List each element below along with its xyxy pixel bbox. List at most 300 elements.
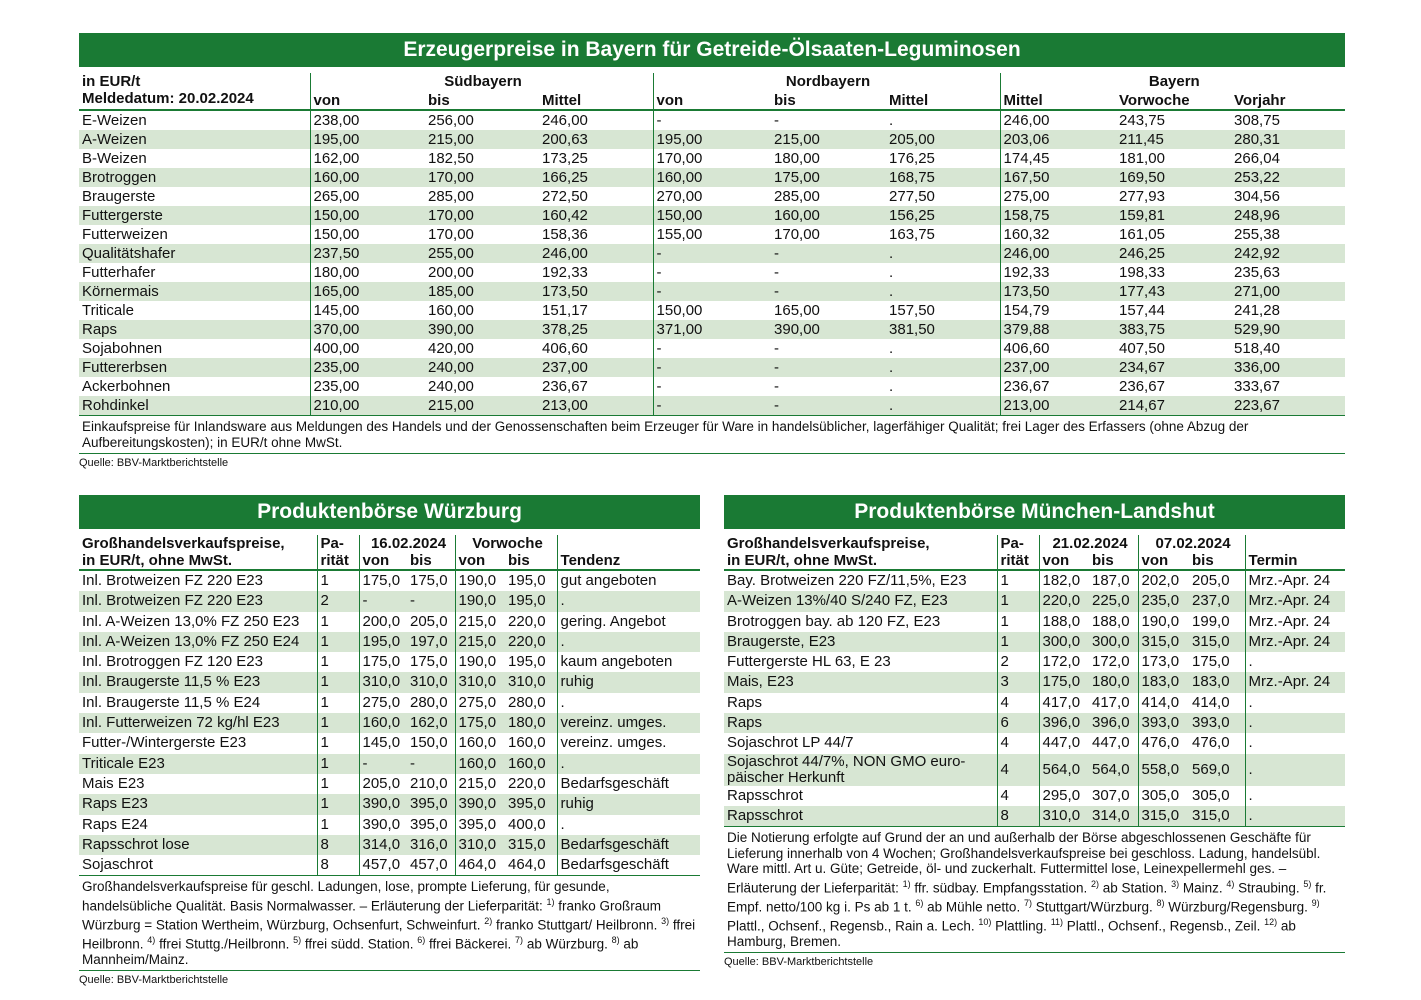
col-sued-von: von	[310, 90, 425, 110]
table-cell: 145,0	[359, 733, 407, 753]
table-cell: Ackerbohnen	[82, 378, 171, 395]
table-cell: 190,0	[455, 591, 505, 611]
table-cell: Triticale	[82, 302, 134, 319]
table-row	[724, 632, 1345, 652]
table-cell: .	[1245, 806, 1345, 826]
table-cell: 407,50	[1119, 340, 1165, 357]
table-row	[79, 774, 700, 794]
table-cell: 390,0	[455, 794, 505, 814]
table-cell: 170,00	[425, 168, 539, 187]
table-cell: 414,0	[1192, 693, 1230, 711]
table-cell: 170,00	[774, 226, 820, 243]
col-bayern-vorjahr: Vorjahr	[1231, 90, 1345, 110]
note-text: ffrei Stuttg./Heilbronn.	[155, 936, 294, 952]
table-cell: Mrz.-Apr. 24	[1245, 570, 1345, 591]
table-cell: 390,00	[425, 320, 539, 339]
table-cell: 195,0	[508, 572, 546, 589]
table-cell: 160,0	[359, 713, 407, 733]
table-cell: 379,88	[1000, 320, 1116, 339]
table-row	[79, 301, 1345, 320]
muenchen-table	[724, 535, 1345, 826]
table-cell: .	[889, 340, 894, 357]
table-cell: 195,00	[653, 130, 771, 149]
table-cell: 280,0	[410, 693, 448, 711]
table-cell: 160,32	[1000, 225, 1116, 244]
table-cell: .	[557, 754, 700, 774]
table-cell: Rohdinkel	[79, 396, 310, 415]
table-cell: 175,0	[359, 570, 407, 591]
table-cell: Mais E23	[82, 774, 145, 792]
table-cell: 305,0	[1192, 786, 1230, 804]
table-cell: 158,75	[1000, 206, 1116, 225]
table-cell: 215,00	[771, 130, 886, 149]
table-cell: 156,25	[886, 206, 1000, 225]
note-text: ffrei südd. Station.	[301, 936, 418, 952]
table-cell: 175,00	[771, 168, 886, 187]
table-cell: 163,75	[889, 226, 935, 243]
table-cell: 172,0	[1039, 652, 1089, 672]
table-cell: 169,50	[1116, 168, 1231, 187]
table-cell: 242,92	[1231, 244, 1345, 263]
table-row	[724, 786, 1345, 806]
table-cell: 457,0	[410, 856, 448, 874]
table-cell: 173,50	[539, 282, 653, 301]
muenchen-header-row-2	[724, 552, 1345, 570]
table-cell: 183,0	[1138, 672, 1189, 692]
table-cell: 172,0	[1092, 653, 1130, 671]
table-cell: .	[1245, 733, 1345, 753]
col-sued-mittel: Mittel	[539, 90, 653, 110]
table-cell: 215,0	[455, 632, 505, 652]
table-cell: 277,50	[889, 188, 935, 205]
note-text: Plattl., Ochsenf., Regensb., Zeil.	[1063, 918, 1265, 934]
table-row	[79, 282, 1345, 301]
table-cell: 381,50	[886, 320, 1000, 339]
footnote-marker: 8)	[611, 934, 620, 945]
table-cell: 1	[317, 794, 359, 814]
table-cell: 564,0	[1039, 754, 1089, 786]
note-text: Würzburg/Regensburg.	[1164, 899, 1312, 915]
bayern-panel	[79, 33, 1345, 469]
table-cell: 315,0	[1138, 806, 1189, 826]
wuerzburg-title: Produktenbörse Würzburg	[79, 495, 700, 529]
note-text: franko Stuttgart/ Heilbronn.	[492, 917, 662, 933]
table-cell: 8	[317, 855, 359, 875]
table-cell: 300,0	[1089, 632, 1138, 652]
table-cell: 195,00	[310, 130, 425, 149]
wuerzburg-note	[79, 875, 700, 971]
table-cell: 157,50	[889, 302, 935, 319]
table-cell: ruhig	[557, 672, 700, 692]
wuerzburg-col-von1: von	[359, 552, 407, 570]
table-cell: 170,00	[653, 149, 771, 168]
table-cell: -	[407, 754, 455, 774]
table-cell: 203,06	[1000, 130, 1116, 149]
table-cell: 1	[317, 672, 359, 692]
table-cell: 182,50	[428, 150, 474, 167]
table-cell: 205,00	[886, 130, 1000, 149]
table-cell: 155,00	[653, 225, 771, 244]
muenchen-date1: 21.02.2024	[1039, 535, 1138, 552]
table-cell: 180,00	[310, 263, 425, 282]
table-cell: E-Weizen	[82, 112, 147, 129]
table-row	[79, 713, 700, 733]
table-row	[79, 612, 700, 632]
wuerzburg-col-bis2: bis	[505, 552, 557, 570]
table-cell: 238,00	[310, 110, 425, 130]
table-cell: .	[1245, 786, 1345, 806]
wuerzburg-header-row-2	[79, 552, 700, 570]
table-cell: 4	[997, 693, 1039, 713]
table-cell: .	[886, 244, 1000, 263]
table-cell: .	[886, 396, 1000, 415]
table-cell: 237,00	[1000, 358, 1116, 377]
table-cell: 395,0	[410, 815, 448, 833]
table-row	[79, 591, 700, 611]
table-cell: -	[771, 396, 886, 415]
table-cell: 175,0	[1039, 672, 1089, 692]
table-cell: 414,0	[1138, 693, 1189, 713]
table-cell: 235,0	[1138, 591, 1189, 611]
table-cell: 310,0	[455, 835, 505, 855]
table-cell: .	[889, 112, 894, 129]
table-cell: 214,67	[1116, 396, 1231, 415]
table-cell: 173,0	[1138, 652, 1189, 672]
table-cell: Bedarfsgeschäft	[557, 835, 700, 855]
bayern-date-label: Meldedatum: 20.02.2024	[79, 90, 310, 110]
table-cell: 235,00	[310, 377, 425, 396]
table-cell: 476,0	[1192, 734, 1230, 752]
table-cell: 165,00	[774, 302, 820, 319]
table-row	[724, 672, 1345, 692]
table-cell: -	[359, 754, 407, 774]
table-cell: Braugerste, E23	[724, 632, 997, 652]
table-cell: 185,00	[425, 282, 539, 301]
table-cell: A-Weizen	[79, 130, 310, 149]
muenchen-title: Produktenbörse München-Landshut	[724, 495, 1345, 529]
table-cell: 150,0	[410, 734, 448, 752]
table-cell: 2	[317, 591, 359, 611]
table-cell: 213,00	[539, 396, 653, 415]
note-text: ffrei Heilbronn.	[82, 917, 696, 952]
table-cell: -	[653, 339, 771, 358]
table-cell: 223,67	[1231, 396, 1345, 415]
table-cell: 173,50	[1000, 282, 1116, 301]
table-cell: 215,00	[425, 396, 539, 415]
table-cell: 198,33	[1119, 264, 1165, 281]
table-cell: 447,0	[1092, 734, 1130, 752]
table-cell: Futtergerste	[79, 206, 310, 225]
table-cell: Brotroggen	[79, 168, 310, 187]
table-cell: 1	[997, 570, 1039, 591]
footnote-marker: 11)	[1050, 916, 1064, 927]
table-row	[724, 591, 1345, 611]
table-cell: 265,00	[310, 187, 425, 206]
table-cell: 1	[317, 632, 359, 652]
muenchen-hdr-line2: in EUR/t, ohne MwSt.	[724, 552, 997, 570]
table-cell: 237,0	[1189, 591, 1245, 611]
table-cell: 235,00	[310, 358, 425, 377]
footnote-marker: 9)	[1311, 897, 1320, 908]
table-cell: 215,0	[455, 774, 505, 794]
table-cell: .	[557, 693, 700, 713]
table-cell: 174,45	[1000, 149, 1116, 168]
table-cell: Sojaschrot LP 44/7	[727, 734, 854, 752]
table-cell: .	[557, 632, 700, 652]
group-nordbayern: Nordbayern	[653, 73, 1000, 90]
footnote-marker: 2)	[1090, 878, 1099, 889]
wuerzburg-table	[79, 535, 700, 875]
table-cell: 175,0	[455, 713, 505, 733]
table-cell: 160,00	[428, 302, 474, 319]
table-cell: vereinz. umges.	[557, 713, 700, 733]
table-cell: 464,0	[455, 855, 505, 875]
table-cell: Raps E24	[82, 815, 148, 833]
table-cell: -	[653, 282, 771, 301]
table-cell: 395,0	[407, 794, 455, 814]
table-cell: 241,28	[1234, 302, 1280, 319]
table-cell: 1	[997, 591, 1039, 611]
table-cell: -	[653, 377, 771, 396]
table-cell: 285,00	[428, 188, 474, 205]
bayern-header-row-2	[79, 90, 1345, 110]
note-text: ab Mühle netto.	[923, 899, 1024, 915]
table-cell: 237,50	[310, 244, 425, 263]
table-cell: 1	[317, 754, 359, 774]
table-cell: 240,00	[425, 358, 539, 377]
table-row	[79, 263, 1345, 282]
table-cell: 180,0	[1089, 672, 1138, 692]
table-cell: -	[653, 396, 771, 415]
table-row	[79, 168, 1345, 187]
table-cell: .	[889, 378, 894, 395]
table-cell: Inl. Brotweizen FZ 220 E23	[79, 591, 317, 611]
table-cell: 1	[317, 612, 359, 632]
bayern-source: Quelle: BBV-Marktberichtstelle	[79, 457, 229, 469]
table-cell: 272,50	[542, 188, 588, 205]
col-bayern-mittel: Mittel	[1000, 90, 1116, 110]
table-cell: 161,05	[1119, 226, 1165, 243]
table-cell: 175,0	[359, 652, 407, 672]
table-cell: Futtererbsen	[79, 358, 310, 377]
table-cell: 316,0	[407, 835, 455, 855]
table-row	[79, 754, 700, 774]
note-text: Großhandelsverkaufspreise für geschl. Ladungen, lose, prompte Lieferung, für gesunde, handelsübliche Qualität. Basis Normalwasser. – Erläuterung der Lieferparität:	[82, 879, 610, 914]
table-cell: 4	[997, 733, 1039, 753]
table-cell: 246,00	[539, 244, 653, 263]
note-text: ffr. südbay. Empfangsstation.	[910, 880, 1091, 896]
table-cell: 390,00	[771, 320, 886, 339]
footnote-marker: 3)	[661, 915, 670, 926]
table-cell: gering. Angebot	[557, 612, 700, 632]
table-cell: 1	[317, 570, 359, 591]
table-cell: 154,79	[1000, 301, 1116, 320]
table-cell: Mrz.-Apr. 24	[1245, 632, 1345, 652]
note-text: ab Mannheim/Mainz.	[82, 936, 639, 967]
table-cell: 162,0	[407, 713, 455, 733]
footnote-marker: 7)	[1023, 897, 1032, 908]
footnote-marker: 6)	[417, 934, 426, 945]
table-row	[724, 652, 1345, 672]
table-cell: -	[774, 264, 780, 281]
table-row	[79, 358, 1345, 377]
table-cell: 333,67	[1234, 378, 1280, 395]
note-text: ab Station.	[1099, 880, 1172, 896]
wuerzburg-col-von2: von	[455, 552, 505, 570]
table-cell: 400,0	[508, 815, 546, 833]
table-cell: Futter-/Wintergerste E23	[82, 734, 247, 752]
table-cell: 1	[317, 652, 359, 672]
table-cell: 188,0	[1039, 612, 1089, 632]
table-cell: kaum angeboten	[557, 652, 700, 672]
table-row	[79, 835, 700, 855]
table-row	[724, 806, 1345, 826]
table-cell: 307,0	[1092, 786, 1130, 804]
row-label-line: päischer Herkunft	[727, 768, 845, 786]
table-cell: 175,0	[410, 572, 448, 589]
table-cell: 406,60	[542, 340, 588, 357]
table-cell: Rapsschrot	[727, 786, 803, 804]
table-cell: 150,00	[310, 206, 425, 225]
table-cell: -	[359, 591, 407, 611]
table-cell: 371,00	[653, 320, 771, 339]
table-cell: 314,0	[359, 835, 407, 855]
wuerzburg-panel	[79, 495, 700, 986]
col-nord-bis: bis	[771, 90, 886, 110]
table-row	[79, 320, 1345, 339]
table-cell: Inl. Braugerste 11,5 % E23	[79, 672, 317, 692]
note-text: Die Notierung erfolgte auf Grund der an und außerhalb der Börse abgeschlossenen Geschäfte für Lieferung innerhalb von 4 Wochen; Großhandelsverkaufspreise bei geschloss. Ladung, handelsübl. Ware mittl. Art u. Güte; Getreide, öl- und zuckerhalt. Futtermittel lose, Leinexpellermehl ges. – Erläuterung der Lieferparität:	[727, 830, 1321, 896]
table-cell: 177,43	[1116, 282, 1231, 301]
table-cell: 280,0	[508, 693, 546, 711]
col-sued-bis: bis	[425, 90, 539, 110]
wuerzburg-table-body	[79, 570, 700, 875]
table-cell: 395,0	[505, 794, 557, 814]
footnote-marker: 8)	[1156, 897, 1165, 908]
table-row	[724, 570, 1345, 591]
table-cell: 240,00	[428, 378, 474, 395]
wuerzburg-col-tendenz: Tendenz	[557, 552, 700, 570]
table-cell: 558,0	[1138, 754, 1189, 786]
note-text: Plattl., Ochsenf., Regensb., Rain a. Lech.	[727, 918, 979, 934]
table-cell: 4	[997, 786, 1039, 806]
table-cell: 266,04	[1234, 150, 1280, 167]
table-cell: Inl. Braugerste 11,5 % E24	[82, 693, 261, 711]
table-cell: 2	[997, 652, 1039, 672]
muenchen-table-body	[724, 570, 1345, 826]
table-cell: 190,0	[455, 652, 505, 672]
muenchen-col-von2: von	[1138, 552, 1189, 570]
table-cell: 564,0	[1089, 754, 1138, 786]
table-cell: 213,00	[1000, 396, 1116, 415]
table-cell: 1	[997, 632, 1039, 652]
muenchen-date2: 07.02.2024	[1138, 535, 1245, 552]
table-cell: 195,0	[359, 632, 407, 652]
table-cell: 275,0	[359, 693, 407, 713]
table-cell: 210,00	[310, 396, 425, 415]
table-cell: Futtergerste HL 63, E 23	[727, 653, 891, 671]
table-cell: Futterweizen	[82, 226, 168, 243]
table-cell: 246,00	[542, 112, 588, 129]
table-cell: 159,81	[1116, 206, 1231, 225]
table-cell: Raps	[79, 320, 310, 339]
muenchen-panel	[724, 495, 1345, 968]
table-row	[79, 672, 700, 692]
table-cell: Mrz.-Apr. 24	[1245, 612, 1345, 632]
note-text: Mainz.	[1179, 880, 1227, 896]
wuerzburg-col-bis1: bis	[407, 552, 455, 570]
table-cell: 195,0	[505, 591, 557, 611]
table-cell: Mrz.-Apr. 24	[1245, 591, 1345, 611]
table-cell: 215,00	[425, 130, 539, 149]
footnote-marker: 6)	[915, 897, 924, 908]
table-cell: gut angeboten	[557, 570, 700, 591]
table-cell: 220,0	[505, 632, 557, 652]
table-cell	[724, 754, 997, 786]
table-cell: 220,0	[508, 612, 546, 630]
table-cell: Sojaschrot	[82, 856, 153, 874]
table-cell: Bay. Brotweizen 220 FZ/11,5%, E23	[727, 572, 967, 589]
table-cell: 205,0	[359, 774, 407, 794]
table-cell: 270,00	[653, 187, 771, 206]
table-cell: 304,56	[1234, 188, 1280, 205]
table-cell: -	[774, 378, 780, 395]
table-cell: .	[557, 591, 700, 611]
table-cell: Körnermais	[79, 282, 310, 301]
group-suedbayern: Südbayern	[310, 73, 653, 90]
table-cell: .	[886, 282, 1000, 301]
table-cell: .	[1245, 713, 1345, 733]
table-cell: 447,0	[1039, 733, 1089, 753]
table-row	[79, 206, 1345, 225]
footnote-marker: 10)	[978, 916, 992, 927]
table-cell: 234,67	[1116, 358, 1231, 377]
table-cell: Inl. A-Weizen 13,0% FZ 250 E24	[79, 632, 317, 652]
table-cell: .	[889, 264, 894, 281]
table-cell: 464,0	[508, 856, 546, 874]
footnote-marker: 2)	[484, 915, 493, 926]
table-row	[79, 815, 700, 835]
table-cell: 151,17	[542, 302, 588, 319]
table-cell: 1	[317, 733, 359, 753]
table-row	[79, 396, 1345, 415]
table-cell: 190,0	[455, 570, 505, 591]
footnote-marker: 5)	[293, 934, 302, 945]
bayern-unit-label: in EUR/t	[82, 73, 141, 90]
table-cell: vereinz. umges.	[557, 733, 700, 753]
table-cell: Inl. Brotroggen FZ 120 E23	[82, 653, 263, 671]
table-cell: 160,0	[505, 754, 557, 774]
note-text: fr. Empf. netto/100 kg i. Ps ab 1 t.	[727, 880, 1327, 915]
table-cell: 295,0	[1039, 786, 1089, 806]
table-cell: 187,0	[1092, 572, 1130, 589]
table-cell: 457,0	[359, 855, 407, 875]
table-cell: 310,0	[1039, 806, 1089, 826]
col-bayern-vorwoche: Vorwoche	[1116, 90, 1231, 110]
bayern-table	[79, 73, 1345, 415]
footnote-marker: 12)	[1264, 916, 1278, 927]
table-cell: 305,0	[1138, 786, 1189, 806]
table-cell: 236,67	[1000, 377, 1116, 396]
table-cell: 158,36	[542, 226, 588, 243]
table-cell: Bedarfsgeschäft	[557, 774, 700, 794]
table-cell: 370,00	[310, 320, 425, 339]
table-cell: 160,0	[508, 734, 546, 752]
footnote-marker: 4)	[1226, 878, 1235, 889]
table-cell: .	[1245, 693, 1345, 713]
table-cell: 275,00	[1000, 187, 1116, 206]
table-cell: 1	[317, 693, 359, 713]
